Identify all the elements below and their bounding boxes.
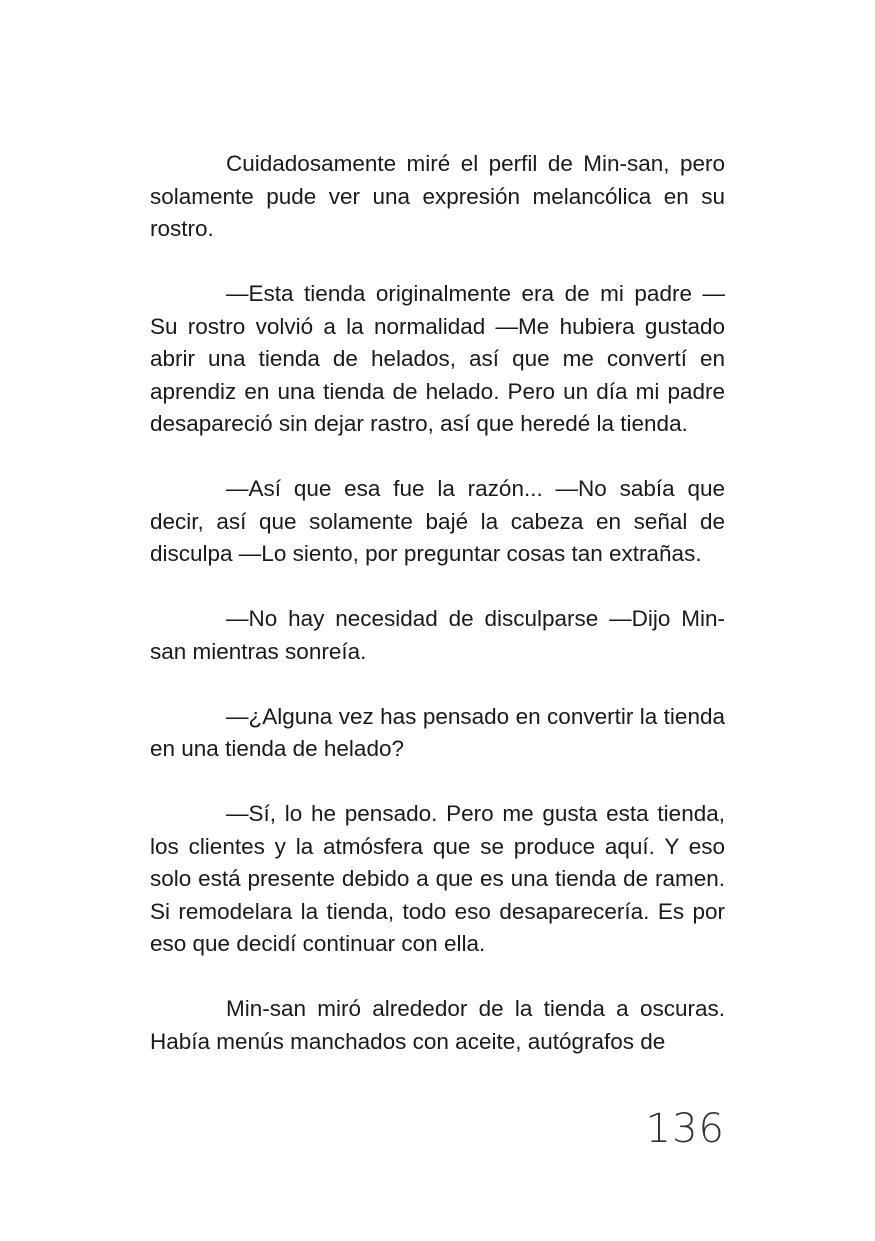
paragraph-5: —¿Alguna vez has pensado en convertir la tienda en una tienda de helado? [150,703,725,761]
paragraph-7: Min-san miró alrededor de la tienda a oscuras. Había menús manchados con aceite, autógrafos de [150,996,725,1054]
paragraph-6: —Sí, lo he pensado. Pero me gusta esta tienda, los clientes y la atmósfera que se produce aquí. Y eso solo está presente debido a que es una tienda de ramen. Si remodelara la tienda, todo eso desaparecería. Es por eso que decidí continuar con ella. [150,801,725,956]
paragraph-3: —Así que esa fue la razón... —No sabía que decir, así que solamente bajé la cabeza en señal de disculpa —Lo siento, por preguntar cosas tan extrañas. [150,476,725,566]
paragraph-4: —No hay necesidad de disculparse —Dijo Min-san mientras sonreía. [150,606,725,664]
page-number: 136 [645,1106,725,1152]
paragraph-1: Cuidadosamente miré el perfil de Min-san, pero solamente pude ver una expresión melancólica en su rostro. [150,151,725,241]
paragraph-2: —Esta tienda originalmente era de mi padre — Su rostro volvió a la normalidad —Me hubiera gustado abrir una tienda de helados, así que me convertí en aprendiz en una tienda de helado. Pero un día mi padre desapareció sin dejar rastro, así que heredé la tienda. [150,281,725,436]
body-text [150,148,725,1091]
